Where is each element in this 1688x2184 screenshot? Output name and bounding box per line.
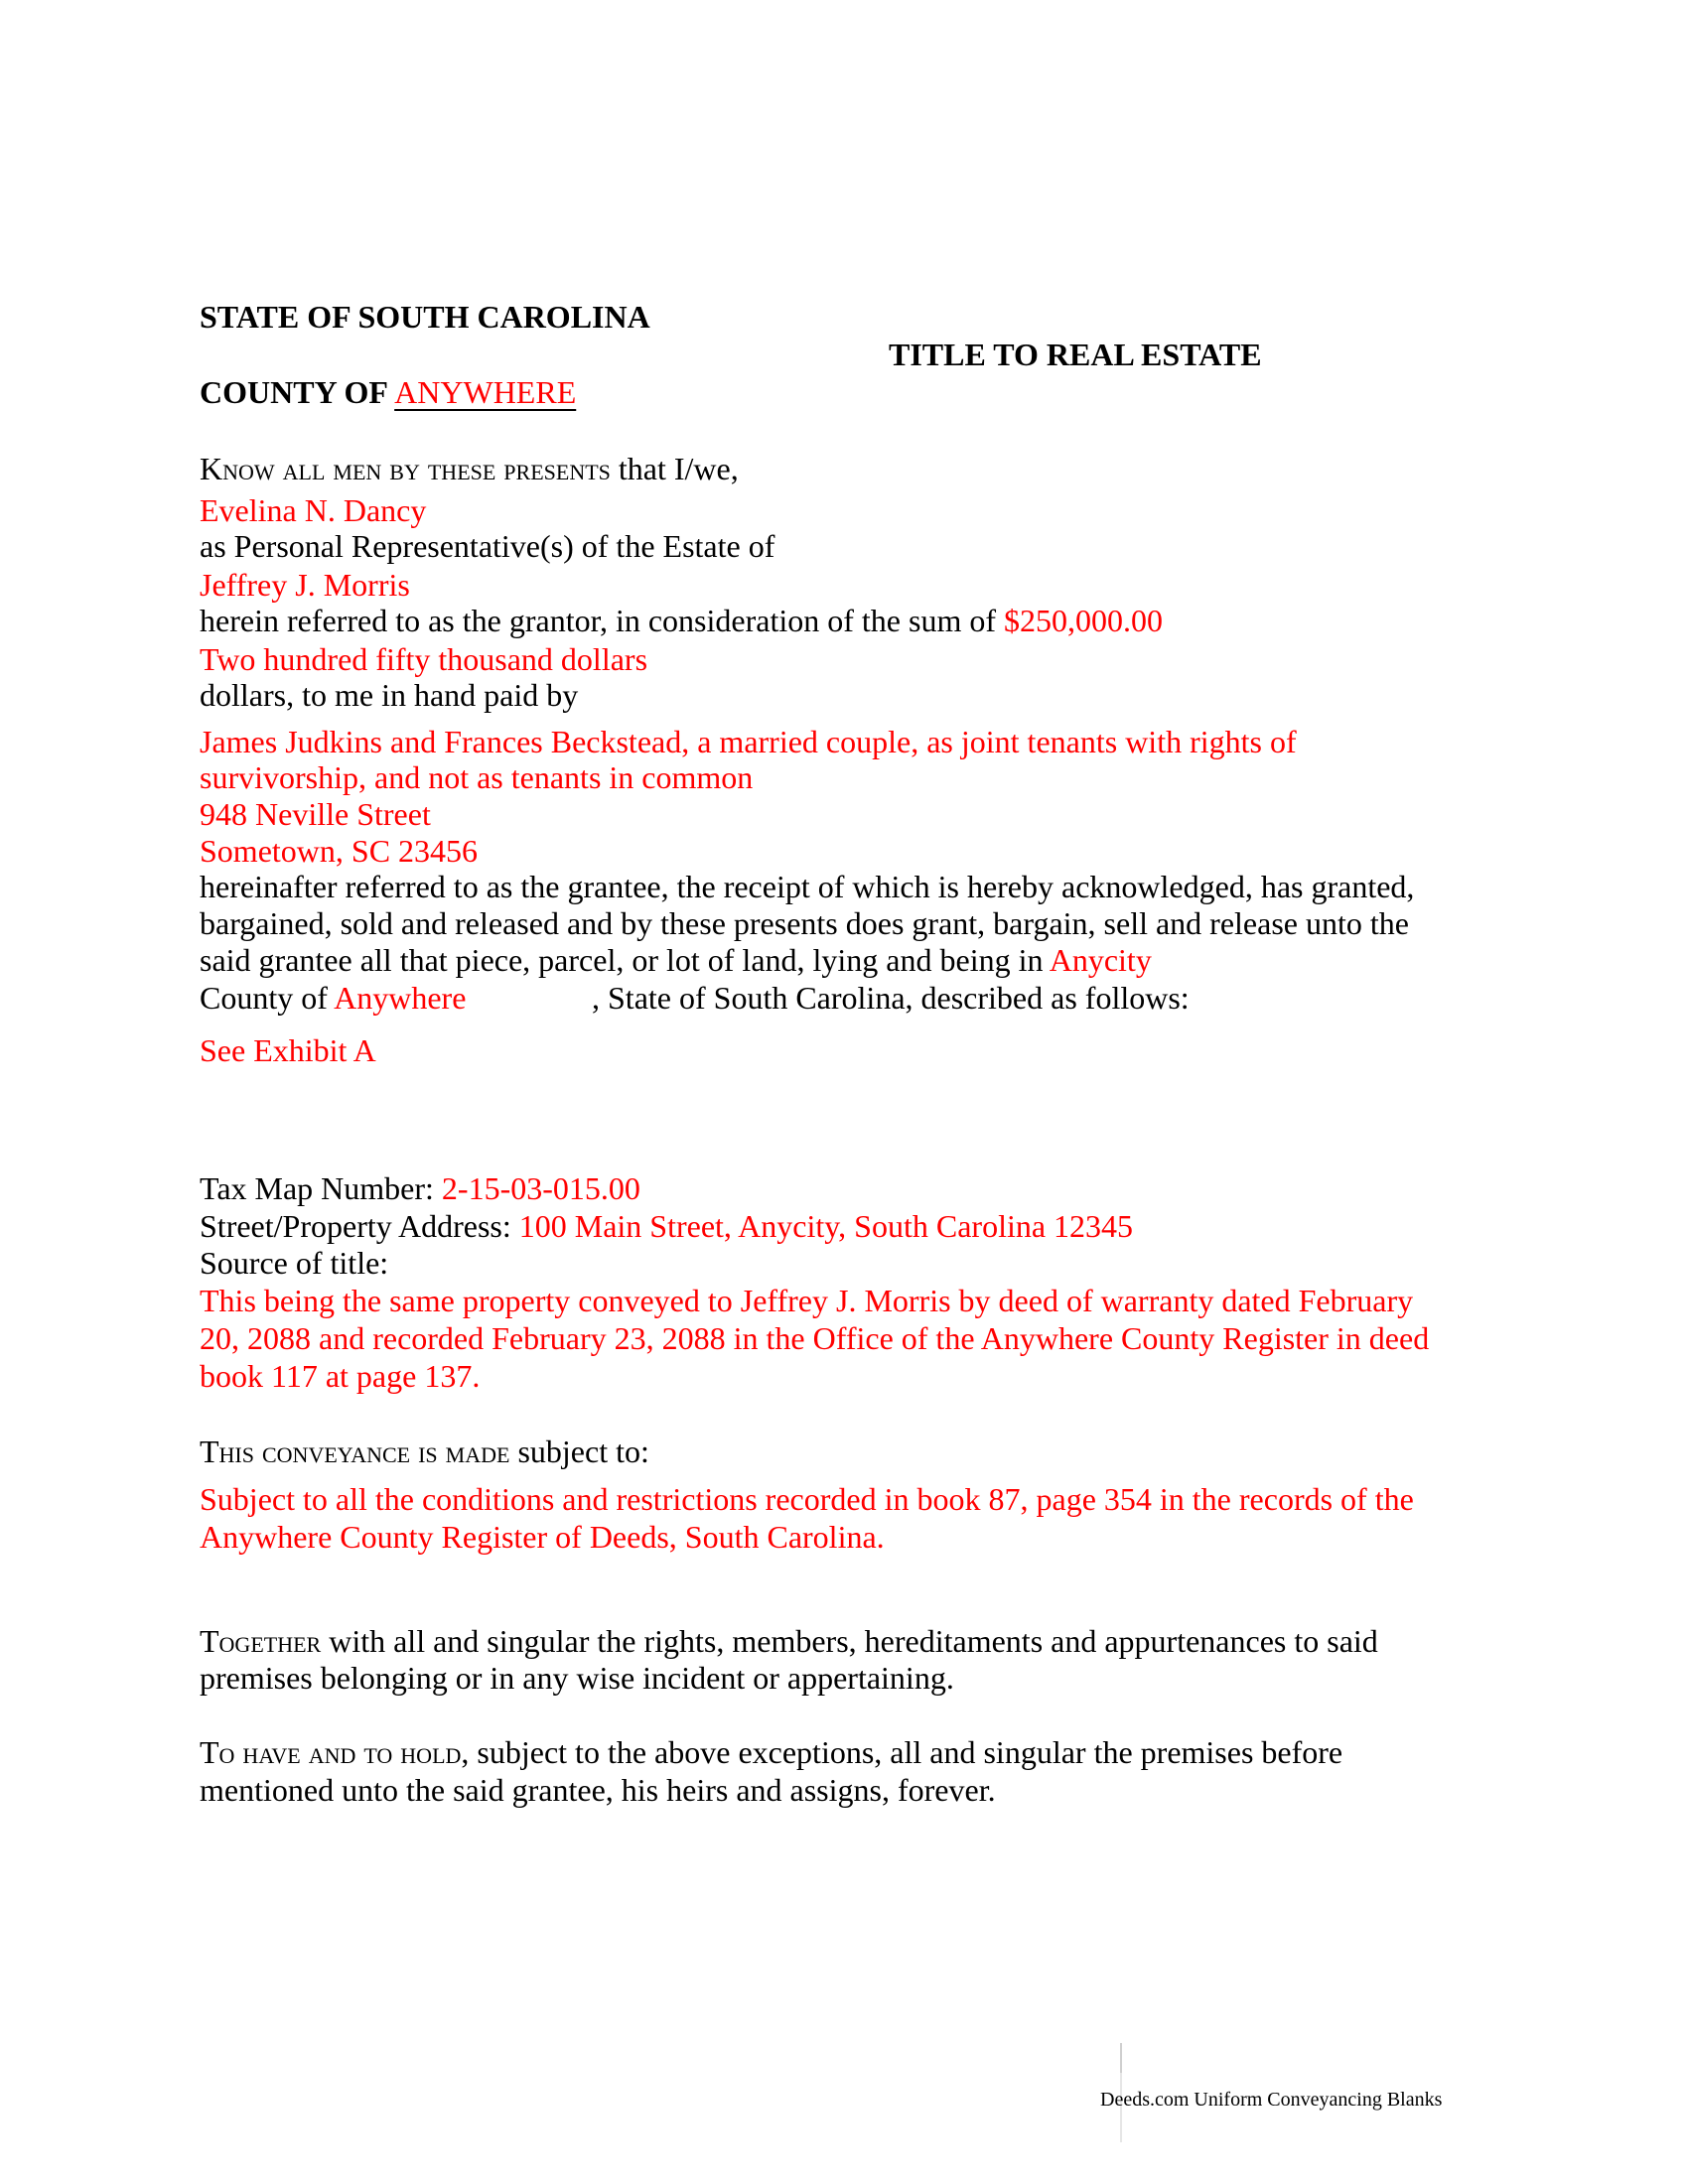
footer-divider-mark: [1120, 2043, 1122, 2073]
conveyance-tail: subject to:: [509, 1433, 649, 1469]
decedent-name: Jeffrey J. Morris: [200, 567, 410, 603]
property-description: See Exhibit A: [200, 1032, 376, 1068]
source-line-1: This being the same property conveyed to Jeffrey J. Morris by deed of warranty dated February: [200, 1283, 1414, 1318]
conveyance-lead: This conveyance is made: [200, 1433, 510, 1469]
consideration-text: herein referred to as the grantor, in consideration of the sum of: [200, 603, 1004, 638]
conveyance-line: [200, 1433, 649, 1470]
granting-line-3: [200, 941, 1152, 979]
grantee-line-1: James Judkins and Frances Beckstead, a married couple, as joint tenants with rights of: [200, 724, 1297, 759]
granting-city: Anycity: [1049, 942, 1152, 978]
capacity-line: as Personal Representative(s) of the Estate of: [200, 528, 775, 564]
together-line-2: premises belonging or in any wise incident or appertaining.: [200, 1660, 954, 1696]
consideration-amount: $250,000.00: [1003, 603, 1163, 638]
together-line-1: [200, 1622, 1378, 1660]
granting-county: Anywhere: [334, 980, 467, 1016]
source-line-2: 20, 2088 and recorded February 23, 2088 in the Office of the Anywhere County Register in deed: [200, 1320, 1430, 1356]
consideration-line: [200, 602, 1163, 639]
tax-map-label: Tax Map Number:: [200, 1170, 442, 1206]
together-lead: Together: [200, 1623, 322, 1659]
grantee-city: Sometown, SC 23456: [200, 833, 479, 869]
state-described-text: , State of South Carolina, described as follows:: [592, 980, 1190, 1016]
intro-lead-tail: that I/we,: [610, 451, 739, 486]
together-text: with all and singular the rights, members, hereditaments and appurtenances to said: [321, 1623, 1378, 1659]
source-of-title-label: Source of title:: [200, 1245, 389, 1281]
address-line: [200, 1207, 1133, 1245]
granting-line-3-text: said grantee all that piece, parcel, or lot of land, lying and being in: [200, 942, 1050, 978]
conveyance-line-1: Subject to all the conditions and restrictions recorded in book 87, page 354 in the records of the: [200, 1481, 1414, 1517]
intro-line: [200, 450, 739, 487]
paid-by-line: dollars, to me in hand paid by: [200, 677, 579, 713]
grantee-line-2: survivorship, and not as tenants in common: [200, 759, 754, 795]
source-line-3: book 117 at page 137.: [200, 1358, 481, 1394]
granting-line-2: bargained, sold and released and by these presents does grant, bargain, sell and release unto the: [200, 905, 1409, 941]
habendum-lead: To have and to hold: [200, 1734, 462, 1770]
property-address: 100 Main Street, Anycity, South Carolina 12345: [518, 1208, 1134, 1244]
footer-text: Deeds.com Uniform Conveyancing Blanks: [1100, 2089, 1443, 2111]
county-name: ANYWHERE: [394, 374, 577, 410]
habendum-line-1: [200, 1733, 1342, 1771]
county-of-label: [200, 979, 466, 1017]
document-title: TITLE TO REAL ESTATE: [889, 337, 1262, 372]
county-of-text: County of: [200, 980, 335, 1016]
county-heading: [200, 373, 576, 411]
amount-in-words: Two hundred fifty thousand dollars: [200, 641, 648, 677]
habendum-line-2: mentioned unto the said grantee, his heirs and assigns, forever.: [200, 1772, 996, 1808]
intro-lead: Know all men by these presents: [200, 451, 611, 486]
habendum-text: , subject to the above exceptions, all and singular the premises before: [461, 1734, 1343, 1770]
address-label: Street/Property Address:: [200, 1208, 519, 1244]
conveyance-line-2: Anywhere County Register of Deeds, South Carolina.: [200, 1519, 885, 1555]
county-label: COUNTY OF: [200, 374, 388, 410]
state-heading: STATE OF SOUTH CAROLINA: [200, 299, 650, 335]
grantor-name: Evelina N. Dancy: [200, 492, 427, 528]
tax-map-number: 2-15-03-015.00: [441, 1170, 640, 1206]
tax-map-line: [200, 1169, 640, 1207]
grantee-street: 948 Neville Street: [200, 796, 431, 832]
granting-line-1: hereinafter referred to as the grantee, the receipt of which is hereby acknowledged, has granted,: [200, 869, 1415, 904]
